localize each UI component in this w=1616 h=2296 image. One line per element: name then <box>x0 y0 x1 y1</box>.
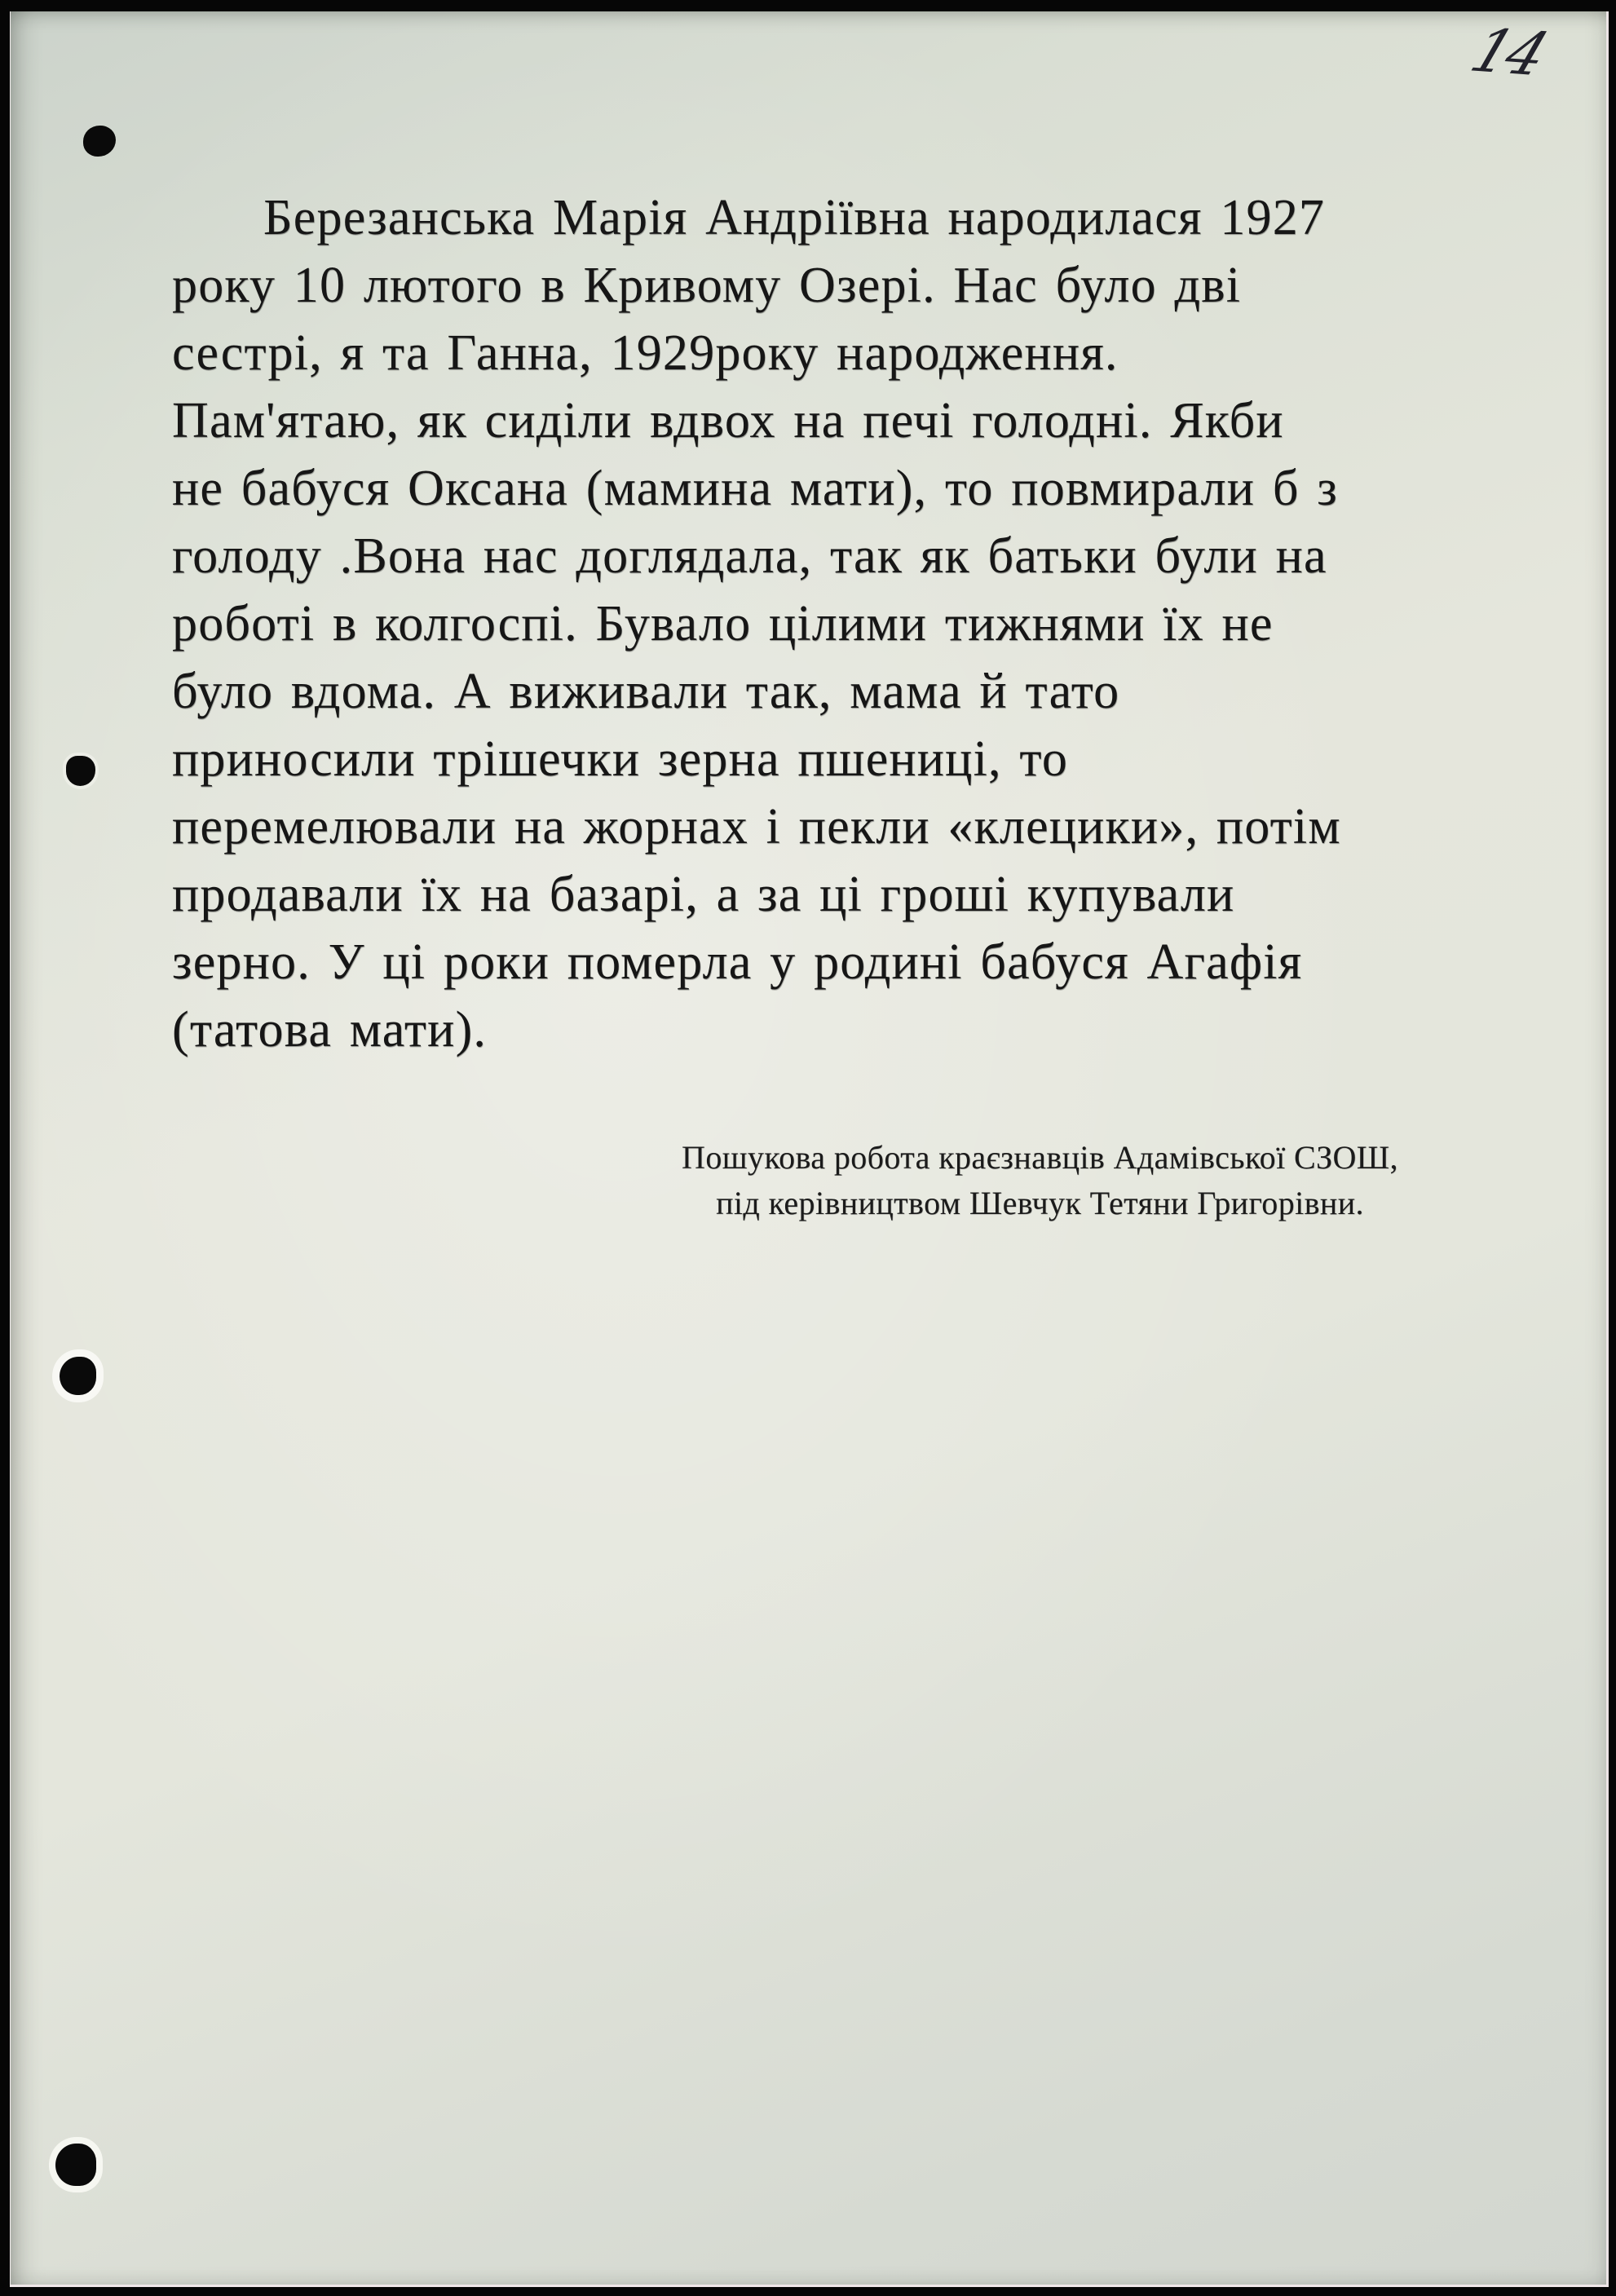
hole-punch <box>55 2144 96 2186</box>
document-page <box>10 11 1609 2287</box>
text-line: року 10 лютого в Кривому Озері. Нас було дві <box>172 258 1242 313</box>
text-line: Пам'ятаю, як сиділи вдвох на печі голодні. Якби <box>172 393 1284 448</box>
text-line: Березанська Марія Андріївна народилася 1927 <box>263 190 1326 245</box>
text-line: зерно. У ці роки померла у родині бабуся Агафія <box>172 934 1303 990</box>
page-number-handwritten: 14 <box>1462 15 1555 89</box>
hole-punch <box>60 1357 96 1395</box>
attribution <box>545 1135 1535 1226</box>
text-line: не бабуся Оксана (мамина мати), то повмирали б з <box>172 461 1338 516</box>
text-line: голоду .Вона нас доглядала, так як батьки були на <box>172 528 1327 584</box>
attribution-line: під керівництвом Шевчук Тетяни Григорівни. <box>716 1185 1364 1221</box>
body-paragraph <box>172 184 1477 1064</box>
text-line: роботі в колгоспі. Бувало цілими тижнями їх не <box>172 596 1274 651</box>
hole-punch <box>66 756 95 786</box>
attribution-line: Пошукова робота краєзнавців Адамівської СЗОШ, <box>682 1139 1398 1176</box>
text-line: продавали їх на базарі, а за ці гроші купували <box>172 867 1235 922</box>
text-line: перемелювали на жорнах і пекли «клецики», потім <box>172 799 1341 854</box>
text-line: сестрі, я та Ганна, 1929року народження. <box>172 325 1119 381</box>
text-line: приносили трішечки зерна пшениці, то <box>172 731 1069 787</box>
hole-punch <box>83 126 116 157</box>
text-line: було вдома. А виживали так, мама й тато <box>172 664 1120 719</box>
text-line: (татова мати). <box>172 1002 488 1057</box>
